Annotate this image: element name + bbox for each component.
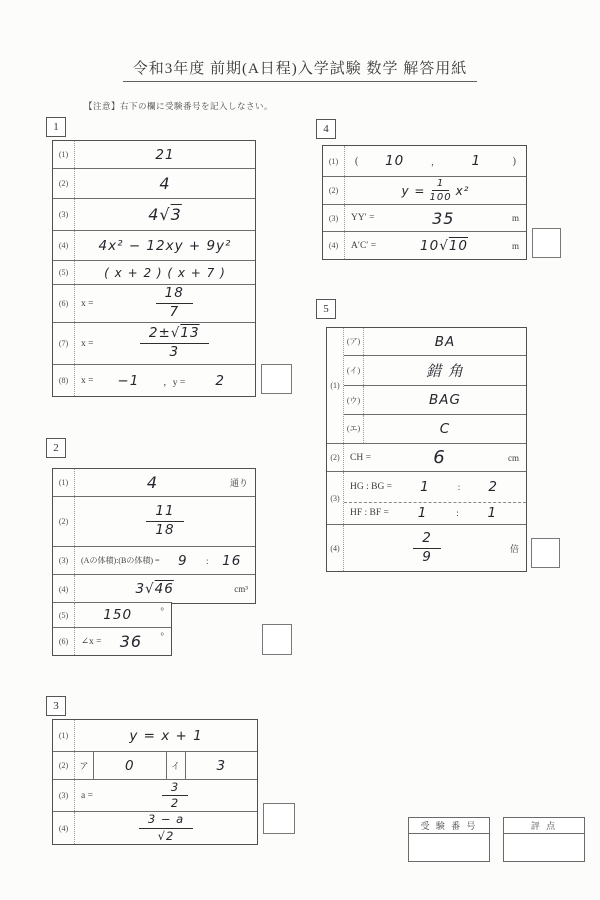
answer-cell (75, 323, 255, 364)
table-row (323, 176, 526, 204)
section-2-marker: 2 (46, 438, 66, 458)
printed-prefix: ∠x = (81, 637, 102, 647)
handwritten-answer: 10 (385, 153, 405, 169)
table-row (53, 322, 255, 364)
handwritten-answer: 21 (155, 146, 175, 163)
handwritten-answer: 4x² − 12xy + 9y² (98, 237, 232, 254)
table-row (323, 231, 526, 259)
page-title: 令和3年度 前期(A日程)入学試験 数学 解答用紙 (123, 57, 478, 82)
row-label: (3) (327, 472, 344, 524)
row-label: (7) (53, 323, 75, 364)
table-subrow (344, 414, 526, 443)
answer-cell (75, 547, 255, 574)
handwritten-answer: x² (455, 183, 470, 198)
section-4-marker: 4 (316, 119, 336, 139)
table-row-group (327, 471, 526, 524)
printed-prefix: x = (81, 338, 94, 349)
degree-symbol: ° (160, 606, 164, 616)
answer-cell (75, 628, 171, 655)
answer-cell (344, 444, 526, 471)
answer-cell (345, 177, 526, 204)
printed-prefix: x = (81, 298, 94, 309)
answer-cell (345, 205, 526, 231)
fraction-numerator: 2±√13 (140, 326, 209, 344)
printed-prefix: a = (81, 790, 93, 801)
table-row (327, 443, 526, 471)
table-row (53, 168, 255, 198)
handwritten-answer: 35 (432, 208, 455, 228)
table-row (53, 574, 255, 603)
table-row (53, 546, 255, 574)
handwritten-answer: BAG (429, 392, 461, 409)
handwritten-answer: C (439, 420, 451, 437)
fraction-denominator: 7 (169, 304, 180, 320)
score-box (261, 364, 292, 394)
subrow-label: (ウ) (344, 386, 364, 413)
answer-cell (345, 146, 526, 176)
row-label: (1) (327, 328, 344, 443)
printed-paren: ) (512, 155, 517, 167)
section-5-table (326, 327, 527, 572)
row-label: (1) (53, 469, 75, 496)
table-subrow (344, 328, 526, 355)
printed-colon: : (206, 555, 209, 566)
printed-prefix: A′C′ = (351, 240, 377, 251)
handwritten-answer: 36 (119, 632, 143, 651)
examinee-number-box (408, 817, 490, 862)
row-label: (8) (53, 365, 75, 396)
table-row-group (327, 328, 526, 443)
fraction-denominator: √2 (157, 828, 175, 843)
handwritten-answer: 16 (222, 552, 242, 569)
printed-prefix: HF : BF = (350, 508, 389, 519)
row-label: (5) (53, 261, 75, 284)
section-1-table (52, 140, 256, 397)
unit-label: m (511, 213, 519, 223)
fraction-answer (413, 531, 441, 565)
table-row (53, 284, 255, 322)
printed-colon: : (457, 481, 461, 492)
fraction-numerator: 2 (413, 531, 441, 549)
section-3-table (52, 719, 258, 845)
handwritten-answer: 2 (488, 478, 498, 495)
notice-text: 【注意】右下の欄に受験番号を記入しなさい。 (84, 101, 274, 111)
answer-cell (75, 169, 255, 198)
handwritten-answer: 150 (103, 607, 133, 623)
fraction-numerator: 11 (146, 504, 183, 522)
score-box (263, 803, 295, 834)
handwritten-answer: 4 (159, 174, 171, 193)
fraction-denominator: 2 (170, 796, 180, 810)
score-total-box (503, 817, 585, 862)
fraction-denominator: 3 (169, 344, 180, 360)
row-label: (3) (53, 780, 75, 811)
fraction-denominator: 9 (422, 548, 432, 565)
answer-cell (75, 141, 255, 168)
handwritten-answer: y = (401, 183, 426, 198)
row-label: (3) (53, 199, 75, 230)
fraction-numerator: 1 (432, 178, 449, 192)
row-label: (2) (323, 177, 345, 204)
printed-prefix: CH = (350, 452, 371, 463)
table-row (53, 811, 257, 844)
table-row (53, 751, 257, 779)
row-label: (6) (53, 285, 75, 322)
table-row (53, 720, 257, 751)
table-row (53, 230, 255, 260)
section-2-table (52, 468, 256, 604)
score-total-label: 評 点 (504, 818, 584, 834)
handwritten-answer: 0 (124, 757, 135, 774)
handwritten-answer: 6 (433, 447, 446, 468)
row-label: (2) (327, 444, 344, 471)
row-label: (3) (53, 547, 75, 574)
table-subrow (344, 502, 526, 524)
table-row (327, 524, 526, 571)
answer-cell (344, 525, 526, 571)
handwritten-answer: 3√46 (135, 581, 174, 597)
row-label: (1) (323, 146, 345, 176)
answer-cell (75, 497, 255, 546)
table-row (53, 627, 171, 655)
radical-value: 2 (166, 828, 175, 843)
table-subrow (344, 472, 526, 502)
handwritten-answer: 4 (146, 473, 159, 492)
title-wrap (0, 57, 600, 82)
examinee-number-label: 受 験 番 号 (409, 818, 489, 834)
fraction-answer (139, 813, 193, 842)
printed-colon: : (456, 508, 459, 519)
answer-cell (75, 780, 257, 811)
handwritten-answer: BA (434, 333, 456, 350)
printed-key: イ (167, 752, 186, 779)
section-5-marker: 5 (316, 299, 336, 319)
answer-cell (75, 261, 255, 284)
unit-label: cm³ (234, 584, 248, 594)
score-box (262, 624, 292, 655)
handwritten-answer: 錯 角 (426, 362, 464, 381)
table-row (53, 469, 255, 496)
subrow-label: (エ) (344, 415, 364, 443)
fraction-denominator: 18 (155, 522, 175, 538)
handwritten-answer: 1 (420, 478, 430, 495)
row-label: (6) (53, 628, 75, 655)
answer-cell (75, 231, 255, 260)
handwritten-answer: 2 (215, 372, 225, 389)
score-box (531, 538, 560, 568)
answer-cell (75, 285, 255, 322)
printed-prefix: (Aの体積):(Bの体積) = (81, 556, 160, 565)
row-label: (2) (53, 752, 75, 779)
handwritten-answer: y = x + 1 (129, 727, 203, 744)
section-3-marker: 3 (46, 696, 66, 716)
handwritten-answer: 3 (216, 757, 227, 774)
printed-prefix: YY′ = (351, 213, 375, 223)
table-row (323, 204, 526, 231)
answer-cell (75, 812, 257, 844)
table-row (53, 779, 257, 811)
table-row (53, 602, 171, 627)
handwritten-answer: 9 (177, 552, 188, 569)
row-label: (4) (323, 232, 345, 259)
printed-comma: ， (431, 156, 441, 167)
radical-value: 10 (448, 237, 469, 254)
row-label: (4) (327, 525, 344, 571)
score-box (532, 228, 561, 258)
radical-value: 3 (170, 205, 182, 224)
degree-symbol: ° (160, 631, 164, 641)
row-label: (4) (53, 231, 75, 260)
table-row (53, 141, 255, 168)
unit-label: cm (508, 452, 519, 463)
fraction-answer (140, 326, 209, 360)
row-label: (3) (323, 205, 345, 231)
fraction-answer (146, 504, 183, 538)
fraction-answer (156, 286, 193, 320)
handwritten-answer: 10√10 (420, 237, 469, 254)
table-row (53, 198, 255, 230)
answer-cell (75, 469, 255, 496)
subrow-label: (イ) (344, 356, 364, 385)
radical-value: 46 (154, 581, 174, 597)
printed-prefix: HG : BG = (350, 481, 393, 492)
handwritten-answer: 1 (417, 505, 428, 522)
answer-cell (75, 752, 257, 779)
fraction-numerator: 18 (156, 286, 193, 304)
fraction-answer (162, 781, 188, 810)
answer-cell (75, 365, 255, 396)
handwritten-answer: −1 (117, 372, 140, 389)
handwritten-answer: 1 (487, 505, 498, 522)
handwritten-answer: 4√3 (148, 205, 182, 224)
handwritten-answer: ( x + 2 ) ( x + 7 ) (104, 265, 226, 280)
row-label: (1) (53, 141, 75, 168)
handwritten-answer: 1 (471, 153, 482, 169)
row-label: (5) (53, 603, 75, 627)
radical-value: 13 (180, 325, 200, 342)
printed-prefix: x = (81, 375, 94, 386)
table-row (53, 496, 255, 546)
answer-cell (75, 575, 255, 603)
fraction-answer (429, 178, 451, 204)
section-1-marker: 1 (46, 117, 66, 137)
fraction-numerator: 3 − a (139, 813, 193, 828)
answer-cell (75, 603, 171, 627)
row-label: (4) (53, 575, 75, 603)
unit-label: m (511, 240, 519, 251)
table-subrow (344, 355, 526, 385)
row-label: (1) (53, 720, 75, 751)
fraction-numerator: 3 (162, 781, 188, 796)
answer-cell (345, 232, 526, 259)
table-row (53, 364, 255, 396)
answer-cell (75, 199, 255, 230)
subrow-label: (ア) (344, 328, 364, 355)
unit-label: 倍 (509, 543, 519, 554)
row-label: (2) (53, 169, 75, 198)
row-label: (4) (53, 812, 75, 844)
printed-paren: ( (355, 155, 359, 167)
table-row (323, 146, 526, 176)
printed-separator: ，y = (163, 377, 186, 388)
section-2-table-lower (52, 602, 172, 656)
section-4-table (322, 145, 527, 260)
fraction-denominator: 100 (429, 192, 452, 203)
table-row (53, 260, 255, 284)
answer-cell (75, 720, 257, 751)
printed-key: ア (75, 752, 94, 779)
row-label: (2) (53, 497, 75, 546)
table-subrow (344, 385, 526, 413)
unit-label: 通り (229, 478, 248, 488)
